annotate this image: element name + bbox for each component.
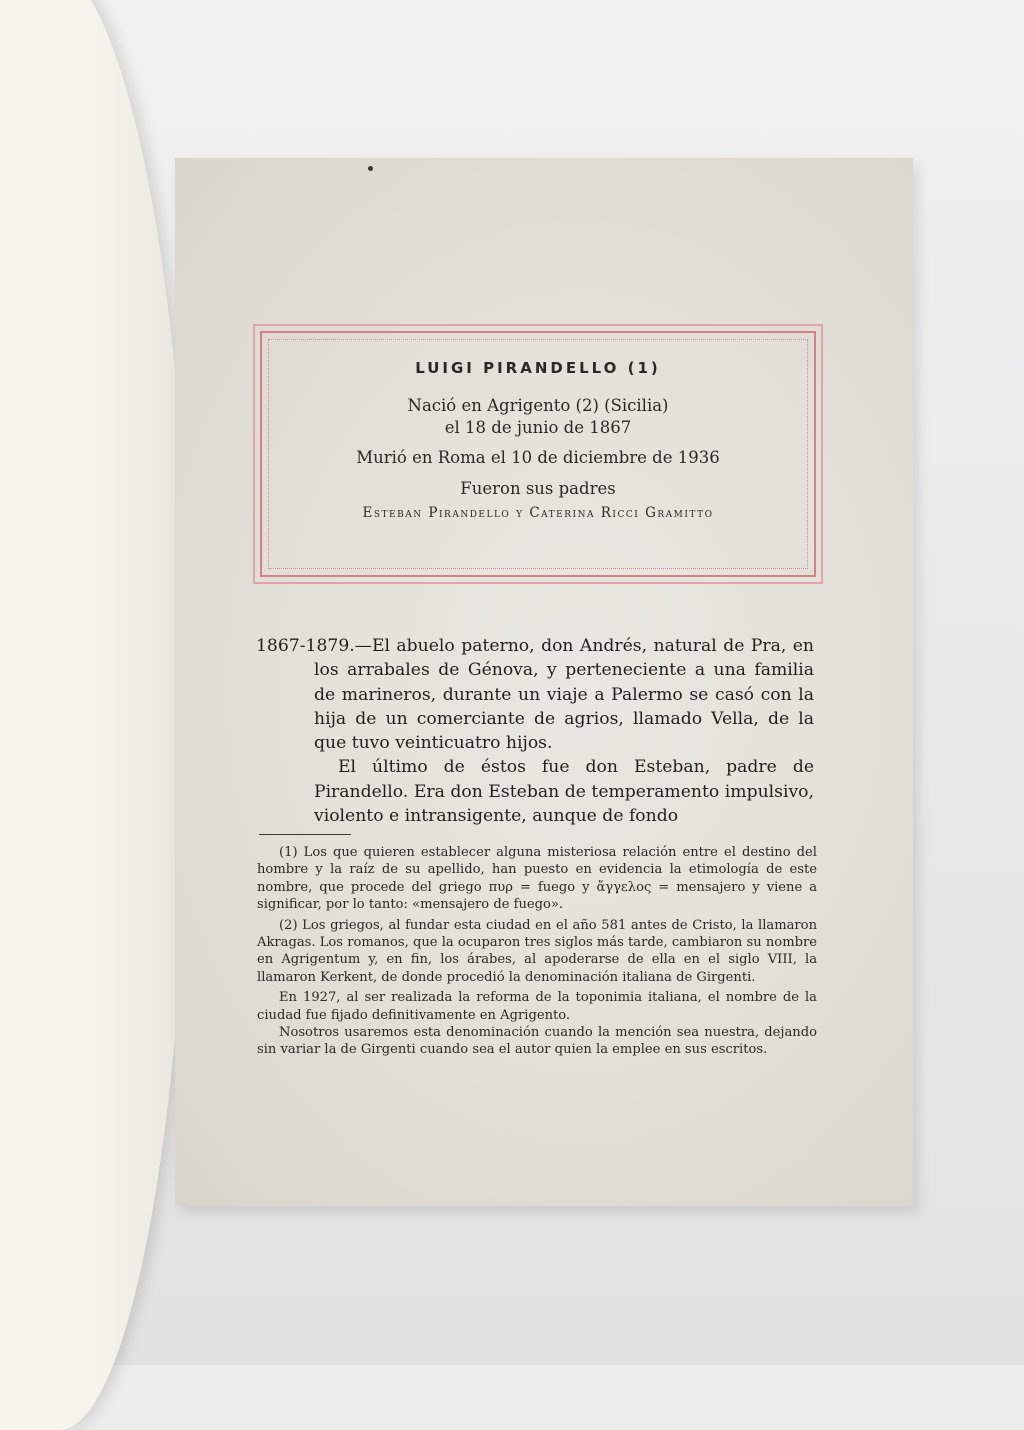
parents-names: Esteban Pirandello y Caterina Ricci Gramitto [362,505,714,521]
footnote-2-continued: En 1927, al ser realizada la reforma de la toponimia italiana, el nombre de la ciudad fue fijado definitivamente en Agrigento. [257,990,817,1023]
footnote-2: (2) Los griegos, al fundar esta ciudad en el año 581 antes de Cristo, la llamaron Akragas. Los romanos, que la ocuparon tres siglos más tarde, cambiaron su nombre en Agrigentum y, en fin, los árabes, al apoderarse de ella en el siglo VIII, la llamaron Kerkent, de donde procedió la denominación italiana de Girgenti. [257,917,817,985]
main-text [256,634,814,828]
author-title: LUIGI PIRANDELLO (1) [415,359,661,377]
book-page [175,158,913,1206]
title-frame [260,331,816,577]
frame-content [262,333,814,524]
birth-date: el 18 de junio de 1867 [444,418,632,437]
paragraph-esteban: El último de éstos fue don Esteban, padre de Pirandello. Era don Esteban de temperamento impulsivo, violento e intransigente, aunque de fondo [314,757,814,827]
paragraph-1867: 1867-1879.—El abuelo paterno, don Andrés, natural de Pra, en los arrabales de Génova, y perteneciente a una familia de marineros, durante un viaje a Palermo se casó con la hija de un comerciante de agrios, llamado Vella, de la que tuvo veinticuatro hijos. [256,636,814,754]
footnote-2-note: Nosotros usaremos esta denominación cuando la mención sea nuestra, dejando sin variar la de Girgenti cuando sea el autor quien la emplee en sus escritos. [257,1025,817,1058]
footnotes [257,844,817,1059]
printer-mark [368,166,373,171]
parents-label: Fueron sus padres [460,479,616,498]
death-line: Murió en Roma el 10 de diciembre de 1936 [356,448,720,467]
footnote-rule [259,834,351,835]
footnote-1: (1) Los que quieren establecer alguna misteriosa relación entre el destino del hombre y la raíz de su apellido, han puesto en evidencia la etimología de este nombre, que procede del griego πυρ = fuego y ἄγγελος = mensajero y viene a significar, por lo tanto: «mensajero de fuego». [257,845,817,913]
birth-place: Nació en Agrigento (2) (Sicilia) [407,396,669,415]
